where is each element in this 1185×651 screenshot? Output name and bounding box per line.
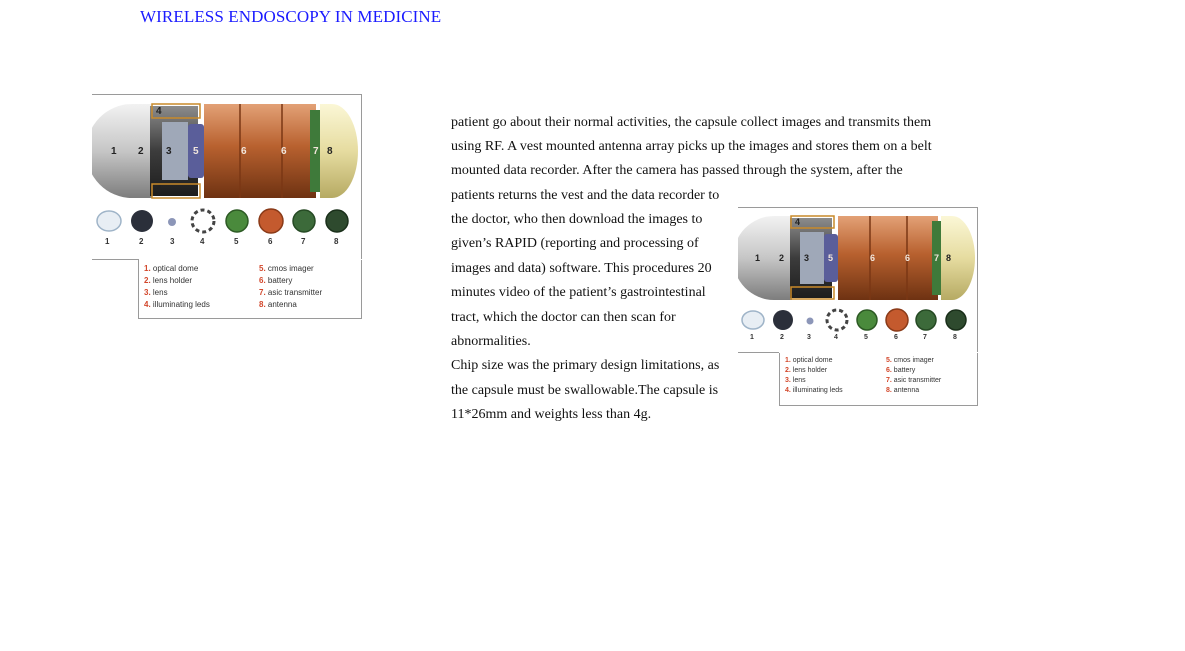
capsule-figure-right xyxy=(738,207,978,407)
component-number-3: 3 xyxy=(807,334,811,341)
capsule-label-8: 8 xyxy=(946,253,952,263)
text-line: images and data) software. This procedures 20 xyxy=(451,261,712,276)
component-number-6: 6 xyxy=(894,334,898,341)
component-number-1: 1 xyxy=(750,334,754,341)
legend-item-4: 4. illuminating leds xyxy=(144,300,210,309)
capsule-label-3: 3 xyxy=(166,146,172,157)
capsule-label-3: 3 xyxy=(804,253,810,263)
text-line: the capsule must be swallowable.The capsule is xyxy=(451,383,719,398)
capsule-label-5: 5 xyxy=(828,253,834,263)
legend-item-6: 6. battery xyxy=(259,276,293,285)
capsule-figure-left xyxy=(92,94,362,320)
component-number-2: 2 xyxy=(780,334,784,341)
component-number-3: 3 xyxy=(170,237,175,246)
component-number-8: 8 xyxy=(334,237,339,246)
text-line: minutes video of the patient’s gastrointestinal xyxy=(451,285,706,300)
text-line: tract, which the doctor can then scan for xyxy=(451,310,676,325)
capsule-label-2: 2 xyxy=(138,146,144,157)
capsule-label-1: 1 xyxy=(755,253,761,263)
capsule-label-7: 7 xyxy=(934,253,940,263)
legend-item-7: 7. asic transmitter xyxy=(259,288,323,297)
capsule-label-4-bottom: 4 xyxy=(156,184,162,195)
legend-item-3: 3. lens xyxy=(785,377,806,384)
text-line: given’s RAPID (reporting and processing of xyxy=(451,236,699,251)
legend-item-8: 8. antenna xyxy=(259,300,297,309)
component-number-6: 6 xyxy=(268,237,273,246)
legend-item-6: 6. battery xyxy=(886,367,916,374)
legend-item-1: 1. optical dome xyxy=(144,264,199,273)
component-number-7: 7 xyxy=(923,334,927,341)
legend-item-3: 3. lens xyxy=(144,288,168,297)
component-number-5: 5 xyxy=(864,334,868,341)
capsule-label-4-top: 4 xyxy=(156,106,162,117)
text-line: abnormalities. xyxy=(451,334,531,349)
component-legend xyxy=(779,353,978,406)
legend-item-7: 7. asic transmitter xyxy=(886,377,942,384)
text-line: Chip size was the primary design limitations, as xyxy=(451,358,720,373)
component-number-4: 4 xyxy=(834,334,838,341)
capsule-label-5: 5 xyxy=(193,146,199,157)
capsule-label-6a: 6 xyxy=(870,253,876,263)
component-number-5: 5 xyxy=(234,237,239,246)
legend-item-4: 4. illuminating leds xyxy=(785,387,843,394)
text-line: patients returns the vest and the data recorder to xyxy=(451,188,720,203)
text-line: mounted data recorder. After the camera has passed through the system, after the xyxy=(451,163,903,178)
text-line: patient go about their normal activities, the capsule collect images and transmits them xyxy=(451,115,932,130)
capsule-label-6b: 6 xyxy=(281,146,287,157)
component-number-4: 4 xyxy=(200,237,205,246)
capsule-label-6a: 6 xyxy=(241,146,247,157)
legend-item-2: 2. lens holder xyxy=(785,367,828,374)
legend-item-1: 1. optical dome xyxy=(785,357,833,364)
text-line: the doctor, who then download the images to xyxy=(451,212,703,227)
legend-item-5: 5. cmos imager xyxy=(259,264,314,273)
page-title: WIRELESS ENDOSCOPY IN MEDICINE xyxy=(140,7,442,26)
capsule-label-7: 7 xyxy=(313,146,319,157)
component-number-1: 1 xyxy=(105,237,110,246)
component-legend xyxy=(138,260,362,319)
capsule-label-2: 2 xyxy=(779,253,785,263)
text-line: 11*26mm and weights less than 4g. xyxy=(451,407,652,422)
component-number-2: 2 xyxy=(139,237,144,246)
capsule-label-1: 1 xyxy=(111,146,117,157)
capsule-label-6b: 6 xyxy=(905,253,911,263)
component-number-8: 8 xyxy=(953,334,957,341)
capsule-label-4-bottom: 4 xyxy=(795,287,801,297)
capsule-label-4-top: 4 xyxy=(795,217,801,227)
capsule-label-8: 8 xyxy=(327,146,333,157)
legend-item-5: 5. cmos imager xyxy=(886,357,934,364)
text-line: using RF. A vest mounted antenna array picks up the images and stores them on a belt xyxy=(451,139,932,154)
legend-item-2: 2. lens holder xyxy=(144,276,193,285)
component-number-7: 7 xyxy=(301,237,306,246)
legend-item-8: 8. antenna xyxy=(886,387,920,394)
